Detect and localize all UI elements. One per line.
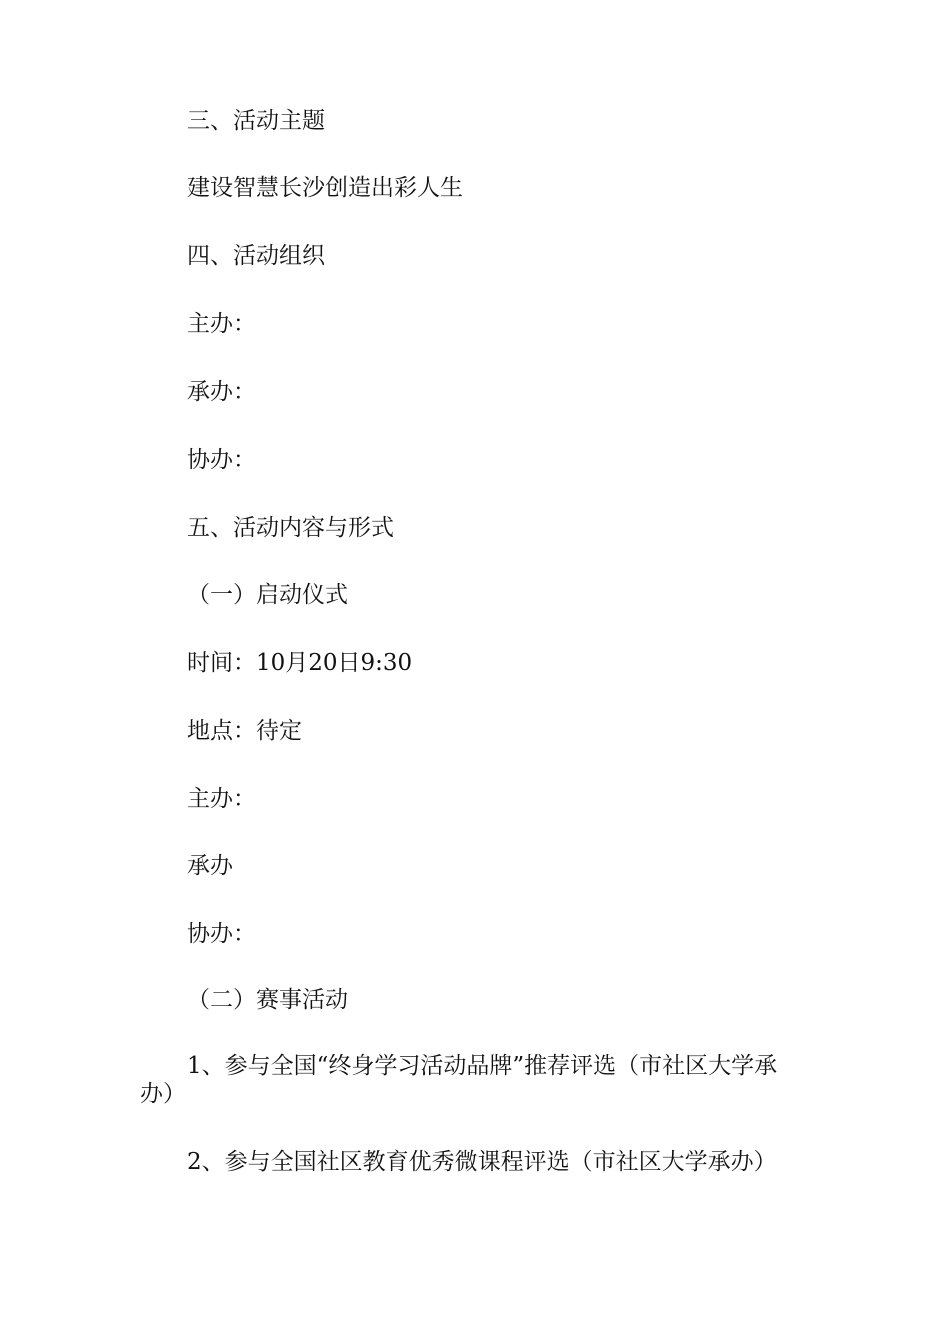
competition-item-2: 2、参与全国社区教育优秀微课程评选（市社区大学承办） bbox=[187, 1149, 777, 1175]
section-heading-organization: 四、活动组织 bbox=[187, 243, 325, 269]
theme-text: 建设智慧长沙创造出彩人生 bbox=[187, 175, 463, 201]
ceremony-host-label: 承办 bbox=[187, 853, 233, 879]
organizer-label: 主办： bbox=[187, 311, 256, 337]
co-organizer-label: 协办： bbox=[187, 447, 256, 473]
ceremony-location: 地点：待定 bbox=[187, 718, 302, 744]
subsection-heading-launch-ceremony: （一）启动仪式 bbox=[187, 582, 348, 608]
host-label: 承办： bbox=[187, 379, 256, 405]
competition-item-1: 1、参与全国“终身学习活动品牌”推荐评选（市社区大学承办） bbox=[140, 1053, 778, 1107]
ceremony-organizer-label: 主办： bbox=[187, 786, 256, 812]
ceremony-time: 时间：10月20日9:30 bbox=[187, 650, 413, 676]
subsection-heading-competitions: （二）赛事活动 bbox=[187, 987, 348, 1013]
section-heading-content-format: 五、活动内容与形式 bbox=[187, 515, 394, 541]
ceremony-co-organizer-label: 协办： bbox=[187, 921, 256, 947]
section-heading-theme: 三、活动主题 bbox=[187, 108, 325, 134]
